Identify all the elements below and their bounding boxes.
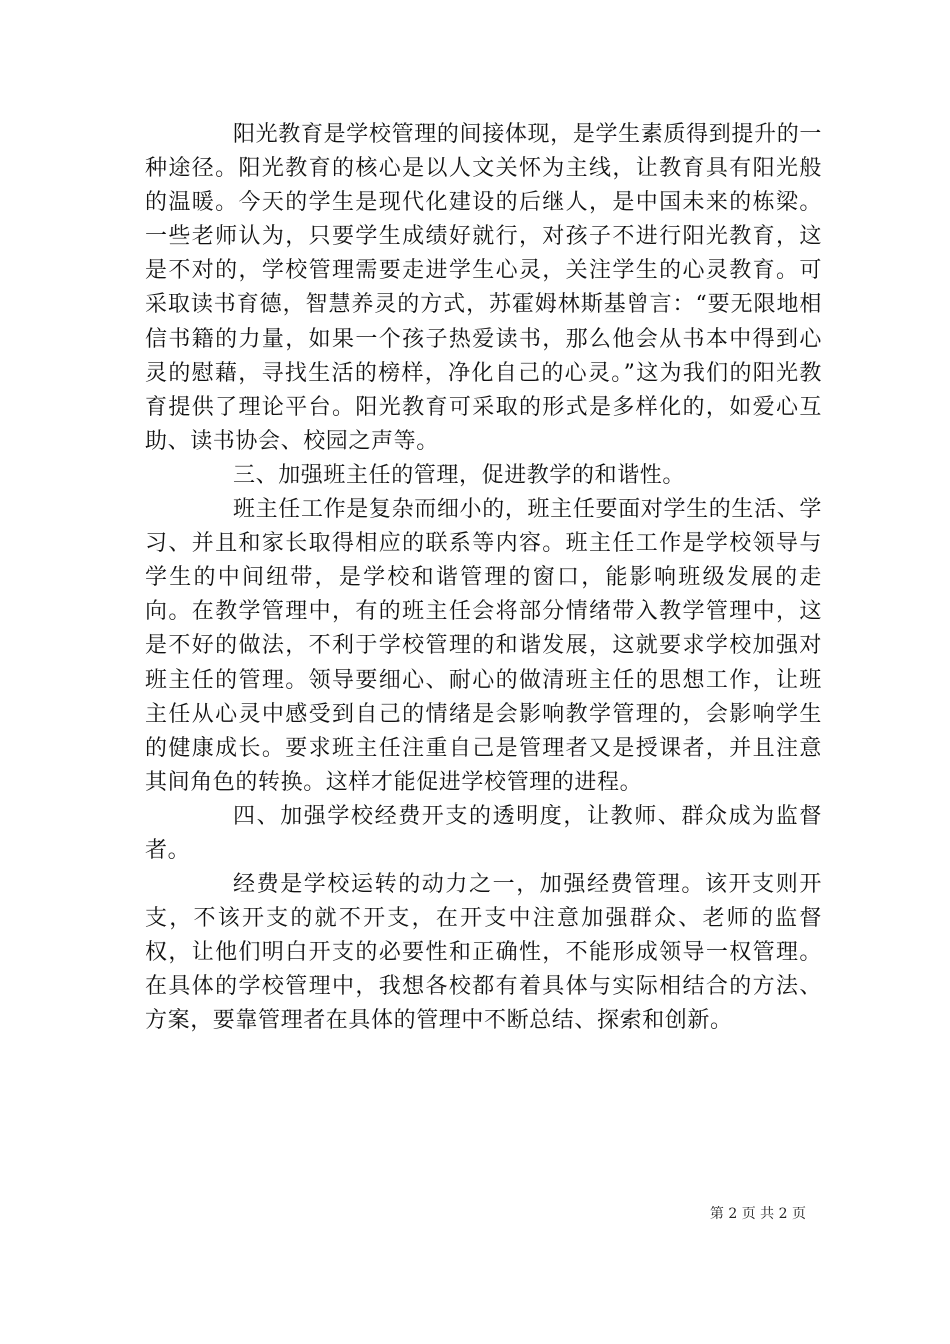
section-heading-three: 三、加强班主任的管理，促进教学的和谐性。	[233, 462, 686, 488]
paragraph-sunshine-education: 阳光教育是学校管理的间接体现，是学生素质得到提升的一种途径。阳光教育的核心是以人文关怀为主线，让教育具有阳光般的温暖。今天的学生是现代化建设的后继人，是中国未来的栋梁。一些老师认为，只要学生成绩好就行，对孩子不进行阳光教育，这是不对的，学校管理需要走进学生心灵，关注学生的心灵教育。可采取读书育德，智慧养灵的方式，苏霍姆林斯基曾言：“要无限地相信书籍的力量，如果一个孩子热爱读书，那么他会从书本中得到心灵的慰藉，寻找生活的榜样，净化自己的心灵。”这为我们的阳光教育提供了理论平台。阳光教育可采取的形式是多样化的，如爱心互助、读书协会、校园之声等。	[145, 122, 822, 454]
document-body	[145, 118, 822, 1039]
page-number-footer: 第 2 页 共 2 页	[709, 1206, 806, 1222]
paragraph-funding: 经费是学校运转的动力之一，加强经费管理。该开支则开支，不该开支的就不开支，在开支中注意加强群众、老师的监督权，让他们明白开支的必要性和正确性，不能形成领导一权管理。在具体的学校管理中，我想各校都有着具体与实际相结合的方法、方案，要靠管理者在具体的管理中不断总结、探索和创新。	[145, 872, 822, 1034]
section-heading-four: 四、加强学校经费开支的透明度，让教师、群众成为监督者。	[145, 803, 822, 863]
paragraph-class-teacher: 班主任工作是复杂而细小的，班主任要面对学生的生活、学习、并且和家长取得相应的联系等内容。班主任工作是学校领导与学生的中间纽带，是学校和谐管理的窗口，能影响班级发展的走向。在教学管理中，有的班主任会将部分情绪带入教学管理中，这是不好的做法，不利于学校管理的和谐发展，这就要求学校加强对班主任的管理。领导要细心、耐心的做清班主任的思想工作，让班主任从心灵中感受到自己的情绪是会影响教学管理的，会影响学生的健康成长。要求班主任注重自己是管理者又是授课者，并且注意其间角色的转换。这样才能促进学校管理的进程。	[145, 497, 822, 795]
